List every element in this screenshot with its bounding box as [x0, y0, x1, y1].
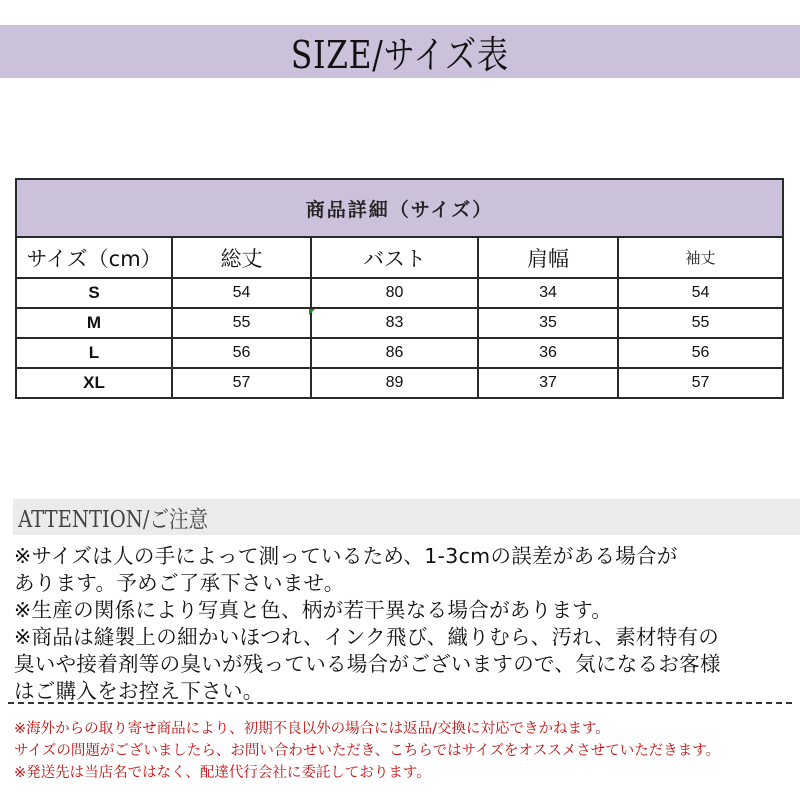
- length-cell: 54: [172, 278, 311, 308]
- size-cell: L: [16, 338, 172, 368]
- bust-cell: 86: [311, 338, 478, 368]
- table-caption: 商品詳細（サイズ）: [16, 179, 783, 237]
- bust-cell: 89: [311, 368, 478, 398]
- shoulder-cell: 35: [478, 308, 618, 338]
- note-line: あります。予めご了承下さいませ。: [14, 571, 345, 595]
- shoulder-cell: 34: [478, 278, 618, 308]
- size-cell: M: [16, 308, 172, 338]
- shipping-notes: [14, 718, 800, 784]
- shoulder-cell: 37: [478, 368, 618, 398]
- column-header-shoulder: 肩幅: [478, 237, 618, 278]
- sleeve-cell: 55: [618, 308, 783, 338]
- length-cell: 57: [172, 368, 311, 398]
- column-header-bust: バスト: [311, 237, 478, 278]
- note-line: 臭いや接着剤等の臭いが残っている場合がございますので、気になるお客様: [14, 652, 721, 676]
- table-row: [16, 278, 783, 308]
- length-cell: 56: [172, 338, 311, 368]
- note-line: ※サイズは人の手によって測っているため、1-3cmの誤差がある場合が: [14, 544, 678, 568]
- red-note-line: サイズの問題がございましたら、お問い合わせいただき、こちらではサイズをオススメさせていただきます。: [14, 743, 721, 759]
- table-row: [16, 338, 783, 368]
- size-cell: XL: [16, 368, 172, 398]
- size-table: [15, 178, 784, 399]
- sleeve-cell: 57: [618, 368, 783, 398]
- title-banner: [0, 25, 800, 78]
- page-title: SIZE/サイズ表: [290, 33, 510, 77]
- bust-cell: 83: [311, 308, 478, 338]
- red-note-line: ※海外からの取り寄せ商品により、初期不良以外の場合には返品/交換に対応できかねます。: [14, 721, 610, 737]
- length-cell: 55: [172, 308, 311, 338]
- size-cell: S: [16, 278, 172, 308]
- column-header-size: サイズ（cm）: [16, 237, 172, 278]
- table-row: [16, 308, 783, 338]
- column-header-sleeve: 袖丈: [618, 237, 783, 278]
- note-line: はご購入をお控え下さい。: [14, 679, 264, 703]
- dashed-divider: [8, 702, 792, 704]
- shoulder-cell: 36: [478, 338, 618, 368]
- sleeve-cell: 54: [618, 278, 783, 308]
- attention-heading: ATTENTION/ご注意: [18, 506, 209, 533]
- sleeve-cell: 56: [618, 338, 783, 368]
- attention-banner: [13, 499, 800, 535]
- column-header-length: 総丈: [172, 237, 311, 278]
- note-line: ※生産の関係により写真と色、柄が若干異なる場合があります。: [14, 598, 613, 622]
- note-line: ※商品は縫製上の細かいほつれ、インク飛び、織りむら、汚れ、素材特有の: [14, 625, 720, 649]
- table-row: [16, 368, 783, 398]
- table-header-row: [16, 237, 783, 278]
- attention-notes: [14, 543, 800, 705]
- red-note-line: ※発送先は当店名ではなく、配達代行会社に委託しております。: [14, 765, 431, 781]
- cell-comment-marker: [309, 309, 315, 315]
- bust-cell: 80: [311, 278, 478, 308]
